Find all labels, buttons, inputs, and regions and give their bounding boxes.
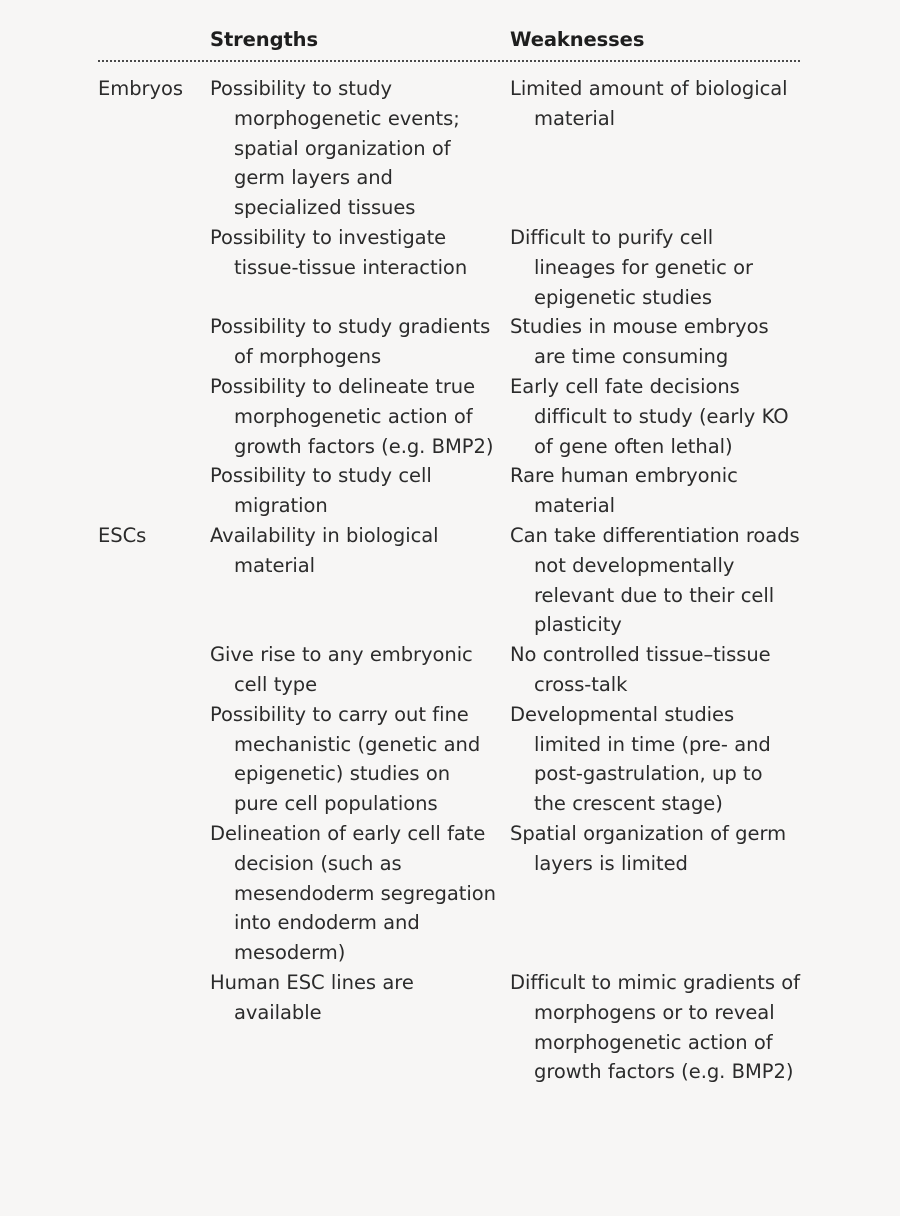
row-label-empty [98,223,210,224]
table-row [98,74,800,223]
comparison-table [98,28,800,1087]
weakness-cell: Early cell fate decisions difficult to study (early KO of gene often lethal) [510,374,789,458]
row-label-empty [98,968,210,969]
table-header-row [98,28,800,52]
strength-cell: Possibility to study cell migration [210,464,432,518]
table-row [98,312,800,372]
strength-cell: Possibility to carry out fine mechanistic (genetic and epigenetic) studies on pure cell populations [210,702,481,816]
row-group-label: ESCs [98,523,147,547]
table-body [98,74,800,1087]
table-row [98,968,800,1087]
weakness-cell: Rare human embryonic material [510,464,738,518]
row-label-empty [98,372,210,373]
weakness-cell: Studies in mouse embryos are time consuming [510,315,769,369]
strength-cell: Possibility to delineate true morphogenetic action of growth factors (e.g. BMP2) [210,374,494,458]
table-row [98,223,800,312]
strength-cell: Availability in biological material [210,523,439,577]
row-group-label: Embryos [98,77,183,100]
strength-cell: Delineation of early cell fate decision (such as mesendoderm segregation into endoderm and mesoderm) [210,821,496,965]
weakness-cell: Developmental studies limited in time (pre- and post-gastrulation, up to the crescent stage) [510,702,771,816]
row-label-empty [98,312,210,313]
column-header-weaknesses: Weaknesses [510,28,645,51]
weakness-cell: Difficult to mimic gradients of morphogens or to reveal morphogenetic action of growth factors (e.g. BMP2) [510,970,800,1084]
weakness-cell: No controlled tissue–tissue cross-talk [510,643,771,696]
header-dotted-rule [98,60,800,62]
table-row [98,700,800,819]
table-row [98,372,800,461]
row-label-empty [98,461,210,462]
table-row [98,819,800,968]
strength-cell: Possibility to study gradients of morphogens [210,315,491,369]
weakness-cell: Can take differentiation roads not developmentally relevant due to their cell plasticity [510,523,800,637]
weakness-cell: Limited amount of biological material [510,77,788,130]
column-header-strengths: Strengths [210,28,318,51]
strength-cell: Possibility to study morphogenetic events; spatial organization of germ layers and specialized tissues [210,77,460,220]
weakness-cell: Difficult to purify cell lineages for genetic or epigenetic studies [510,225,753,309]
row-label-empty [98,700,210,701]
strength-cell: Possibility to investigate tissue-tissue interaction [210,225,468,279]
strength-cell: Human ESC lines are available [210,970,414,1024]
table-row [98,640,800,700]
row-label-empty [98,819,210,820]
table-row [98,521,800,640]
row-label-empty [98,640,210,641]
weakness-cell: Spatial organization of germ layers is limited [510,821,787,875]
table-row [98,461,800,521]
strength-cell: Give rise to any embryonic cell type [210,643,473,696]
